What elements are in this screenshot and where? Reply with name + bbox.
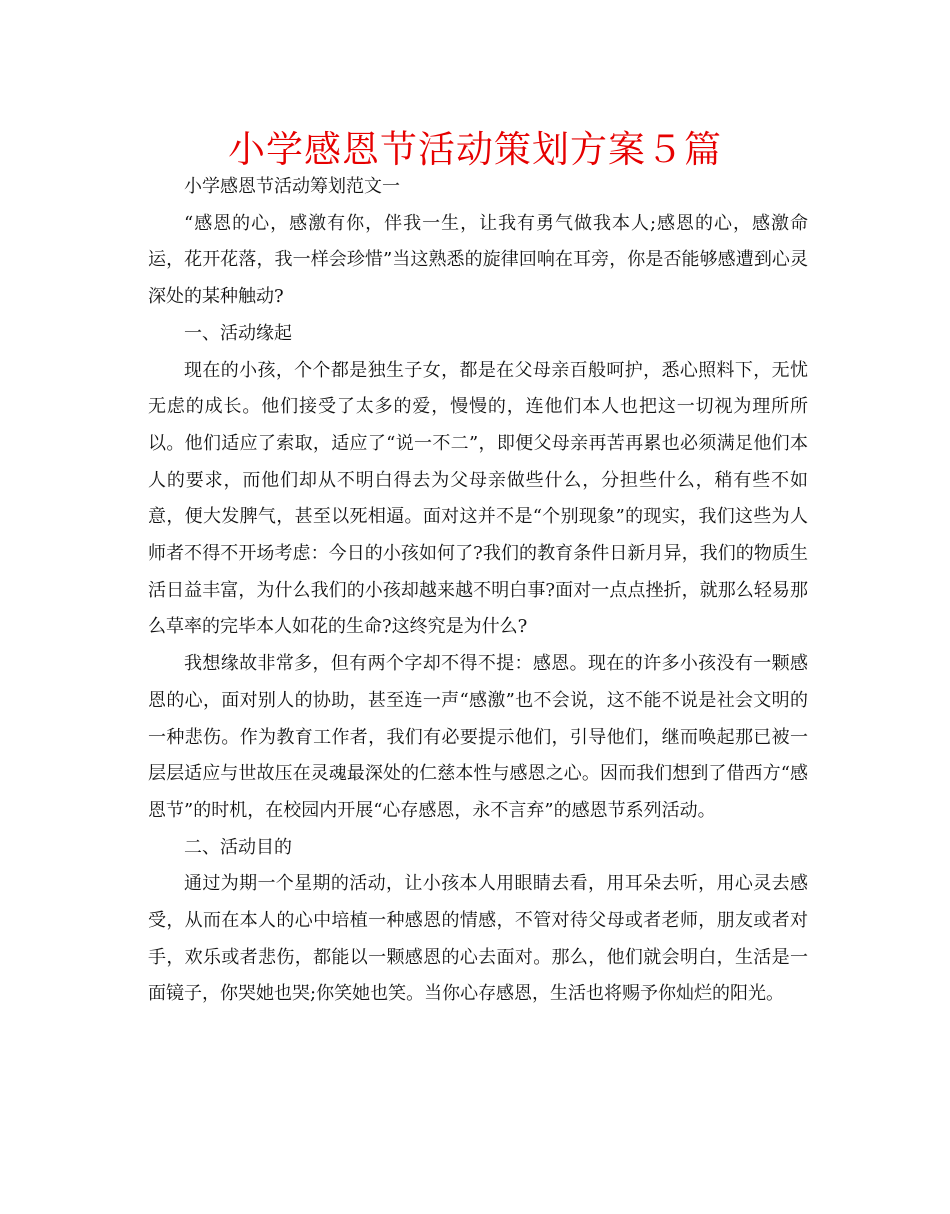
origin-paragraph: 现在的小孩，个个都是独生子女，都是在父母亲百般呵护，悉心照料下，无忧无虑的成长。他们接受了太多的爱，慢慢的，连他们本人也把这一切视为理所所以。他们适应了索取，适应了“说一不二”，即便父母亲再苦再累也必须满足他们本人的要求，而他们却从不明白得去为父母亲做些什么，分担些什么，稍有些不如意，便大发脾气，甚至以死相逼。面对这并不是“个别现象”的现实，我们这些为人师者不得不开场考虑：今日的小孩如何了?我们的教育条件日新月异，我们的物质生活日益丰富，为什么我们的小孩却越来越不明白事?面对一点点挫折，就那么轻易那么草率的完毕本人如花的生命?这终究是为什么? — [148, 359, 808, 638]
intro-paragraph: “感恩的心，感激有你，伴我一生，让我有勇气做我本人;感恩的心，感激命运，花开花落，我一样会珍惜”当这熟悉的旋律回响在耳旁，你是否能够感遭到心灵深处的某种触动? — [148, 212, 808, 308]
section-heading-origin: 一、活动缘起 — [184, 322, 292, 344]
section-heading-purpose: 二、活动目的 — [184, 836, 292, 858]
subtitle-paragraph: 小学感恩节活动筹划范文一 — [184, 176, 400, 197]
document-title: 小学感恩节活动策划方案５篇 — [228, 128, 722, 171]
purpose-paragraph: 通过为期一个星期的活动，让小孩本人用眼睛去看，用耳朵去听，用心灵去感受，从而在本人的心中培植一种感恩的情感，不管对待父母或者老师，朋友或者对手，欢乐或者悲伤，都能以一颗感恩的心去面对。那么，他们就会明白，生活是一面镜子，你哭她也哭;你笑她也笑。当你心存感恩，生活也将赐予你灿烂的阳光。 — [148, 873, 808, 1005]
reason-paragraph: 我想缘故非常多，但有两个字却不得不提：感恩。现在的许多小孩没有一颗感恩的心，面对别人的协助，甚至连一声“感激”也不会说，这不能不说是社会文明的一种悲伤。作为教育工作者，我们有必要提示他们，引导他们，继而唤起那已被一层层适应与世故压在灵魂最深处的仁慈本性与感恩之心。因而我们想到了借西方“感恩节”的时机，在校园内开展“心存感恩，永不言弃”的感恩节系列活动。 — [148, 653, 808, 821]
document-body — [148, 169, 808, 1013]
